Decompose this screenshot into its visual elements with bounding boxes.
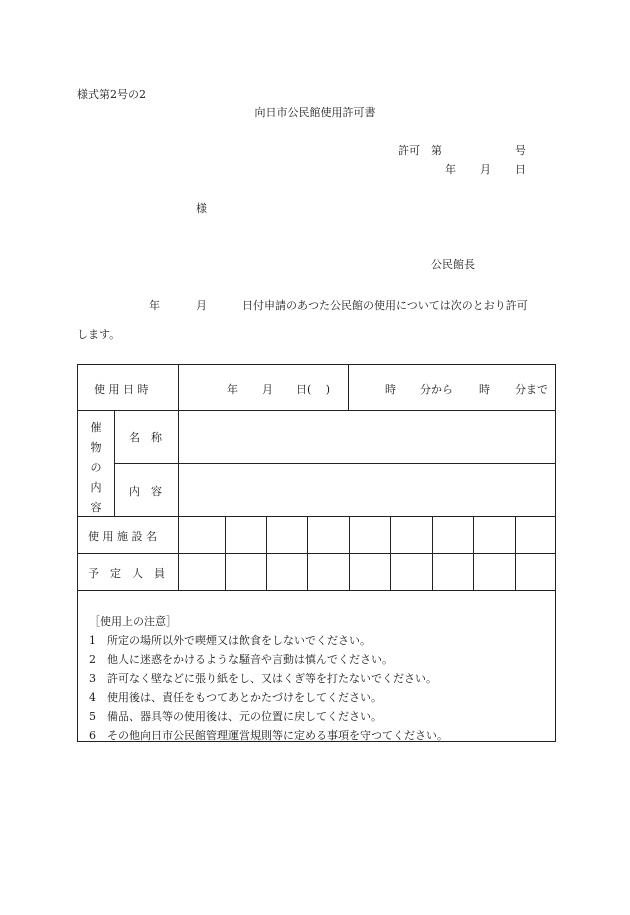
usage-start-hour: 時: [385, 383, 396, 396]
usage-date-day: 日( ): [296, 383, 331, 396]
column-divider: [225, 516, 226, 590]
usage-date-year: 年: [227, 383, 238, 396]
event-content-label: 催 物 の 内 容: [90, 421, 102, 514]
permit-statement-line2: します。: [77, 328, 121, 341]
column-divider: [515, 516, 516, 590]
note-item: 5 備品、器具等の使用後は、元の位置に戻してください。: [89, 710, 382, 723]
permit-label: 許可: [398, 144, 420, 157]
usage-start-minute: 分から: [420, 383, 453, 396]
issue-date-month: 月: [480, 163, 491, 176]
usage-datetime-label: 使 用 日 時: [94, 383, 149, 396]
note-item: 3 許可なく壁などに張り紙をし、又はくぎ等を打たないでください。: [89, 672, 437, 685]
usage-end-minute: 分まで: [515, 383, 548, 396]
notes-heading: ［使用上の注意］: [89, 615, 177, 628]
note-item: 6 その他向日市公民館管理運営規則等に定める事項を守つてください。: [89, 729, 448, 742]
column-divider: [178, 365, 179, 590]
usage-notes: [89, 612, 448, 745]
permit-statement-line1: 日付申請のあつた公民館の使用については次のとおり許可: [242, 299, 528, 312]
row-divider: [78, 553, 555, 554]
addressee-suffix: 様: [196, 202, 207, 215]
event-name-label: 名 称: [129, 431, 162, 444]
row-divider: [78, 590, 555, 591]
column-divider: [348, 365, 349, 410]
issuer-title: 公民館長: [431, 258, 475, 271]
issue-date-day: 日: [515, 163, 526, 176]
permit-number-suffix: 号: [515, 144, 526, 157]
application-year: 年: [149, 299, 160, 312]
facility-name-label: 使 用 施 設 名: [88, 530, 157, 543]
column-divider: [266, 516, 267, 590]
row-divider: [78, 516, 555, 517]
issue-date-year: 年: [445, 163, 456, 176]
column-divider: [473, 516, 474, 590]
column-divider: [349, 516, 350, 590]
column-divider: [390, 516, 391, 590]
expected-attendees-label: 予 定 人 員: [88, 567, 165, 580]
application-month: 月: [196, 299, 207, 312]
column-divider: [114, 410, 115, 516]
column-divider: [432, 516, 433, 590]
event-content-detail-label: 内 容: [129, 485, 162, 498]
note-item: 2 他人に迷惑をかけるような騒音や言動は慎んでください。: [89, 653, 393, 666]
column-divider: [307, 516, 308, 590]
note-item: 4 使用後は、責任をもつてあとかたづけをしてください。: [89, 691, 382, 704]
usage-table: [77, 364, 556, 742]
document-title: 向日市公民館使用許可書: [254, 106, 376, 119]
row-divider: [114, 463, 555, 464]
note-item: 1 所定の場所以外で喫煙又は飲食をしないでください。: [89, 634, 371, 647]
usage-end-hour: 時: [479, 383, 490, 396]
form-number: 様式第2号の2: [77, 88, 146, 101]
usage-date-month: 月: [262, 383, 273, 396]
permit-number-prefix: 第: [431, 144, 442, 157]
row-divider: [78, 410, 555, 411]
